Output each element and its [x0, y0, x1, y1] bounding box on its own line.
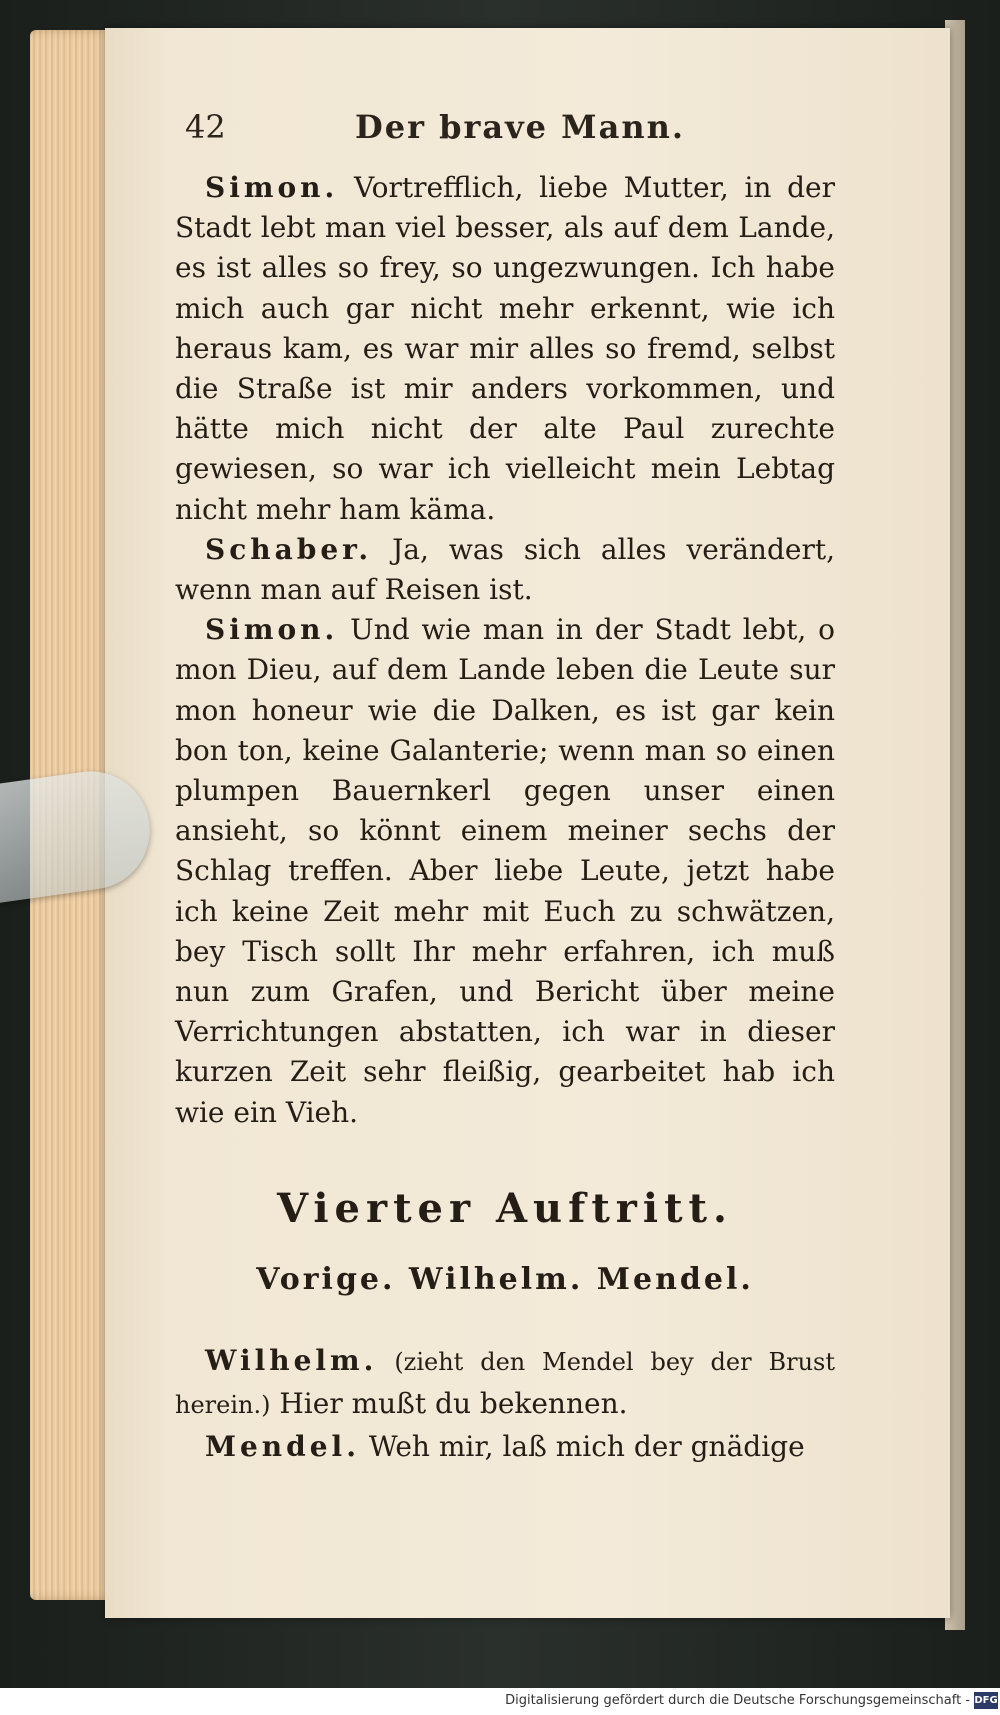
dfg-logo-icon: DFG: [974, 1692, 998, 1709]
scene-persons: Vorige. Wilhelm. Mendel.: [256, 1262, 754, 1297]
page-number: 42: [185, 108, 226, 146]
speech-text: Hier mußt du bekennen.: [270, 1387, 628, 1420]
running-title: Der brave Mann.: [355, 108, 685, 146]
speech-paragraph: [175, 168, 835, 530]
speaker-name: Simon.: [205, 171, 339, 204]
speech-paragraph: [175, 530, 835, 610]
footer-bar: [0, 1688, 1000, 1715]
main-text-continued: [175, 1340, 835, 1468]
speaker-name: Simon.: [205, 613, 339, 647]
speech-text: Ja, was sich alles verändert, wenn man auf Reisen ist.: [175, 532, 835, 607]
scene-heading: Vierter Auftritt.: [277, 1185, 733, 1232]
speech-text: Und wie man in der Stadt lebt, o mon Dieu, auf dem Lande leben die Leute sur mon honeur wie die Dalken, es ist gar kein bon ton, keine Galanterie; wenn man so einen plumpen Bauernkerl gegen unser einen ansieht, so könnt einem meiner sechs der Schlag treffen. Aber liebe Leute, jetzt habe ich keine Zeit mehr mit Euch zu schwätzen, bey Tisch sollt Ihr mehr erfahren, ich muß nun zum Grafen, und Bericht über meine Verrichtungen abstatten, ich war in dieser kurzen Zeit sehr fleißig, gearbeitet hab ich wie ein Vieh.: [175, 613, 835, 1129]
funding-credit: Digitalisierung gefördert durch die Deutsche Forschungsgemeinschaft -: [505, 1693, 970, 1708]
speech-text: Vortrefflich, liebe Mutter, in der Stadt lebt man viel besser, als auf dem Lande, es ist alles so frey, so ungezwungen. Ich habe mich auch gar nicht mehr erkennt, wie ich heraus kam, es war mir alles so fremd, selbst die Straße ist mir anders vorkommen, und hätte mich nicht der alte Paul zurechte gewiesen, so war ich vielleicht mein Lebtag nicht mehr ham käma.: [175, 171, 835, 526]
speech-paragraph: [175, 1340, 835, 1426]
running-header: [185, 108, 885, 158]
speaker-name: Wilhelm.: [205, 1344, 378, 1377]
speaker-name: Schaber.: [205, 532, 373, 566]
speech-paragraph: [175, 1426, 835, 1468]
stage-direction: (zieht den Mendel bey der Brust herein.): [175, 1348, 835, 1419]
speech-text: Weh mir, laß mich der gnädige: [359, 1430, 805, 1463]
speaker-name: Mendel.: [205, 1430, 360, 1463]
main-text: [175, 168, 835, 1133]
speech-paragraph: [175, 610, 835, 1133]
